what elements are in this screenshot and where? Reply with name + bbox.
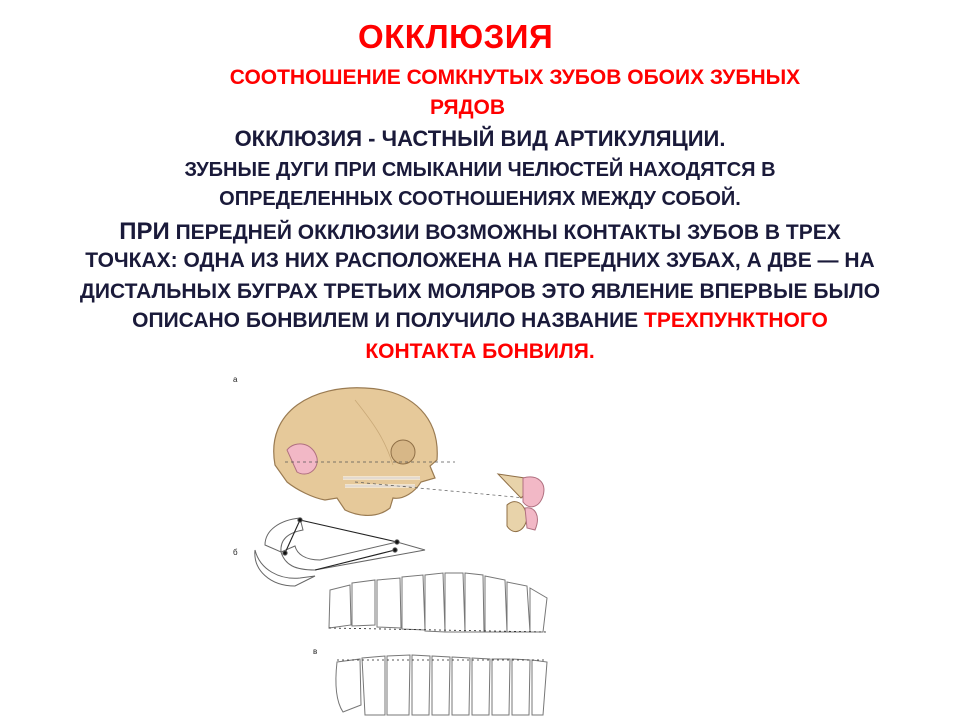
paragraph2-line4-text: ОПИСАНО БОНВИЛЕМ И ПОЛУЧИЛО НАЗВАНИЕ (132, 309, 639, 332)
subtitle-line-2: РЯДОВ (430, 96, 506, 119)
occlusion-illustration (225, 370, 570, 720)
subtitle-line-1: СООТНОШЕНИЕ СОМКНУТЫХ ЗУБОВ ОБОИХ ЗУБНЫХ (229, 66, 801, 89)
paragraph2-line4 (0, 309, 960, 333)
paragraph1-line2: ЗУБНЫЕ ДУГИ ПРИ СМЫКАНИИ ЧЕЛЮСТЕЙ НАХОДЯТСЯ В (184, 159, 776, 181)
bonwill-term-part1: ТРЕХПУНКТНОГО (644, 309, 828, 332)
paragraph1-line1: ОККЛЮЗИЯ - ЧАСТНЫЙ ВИД АРТИКУЛЯЦИИ. (234, 126, 726, 151)
skull-drawing (274, 388, 525, 516)
upper-teeth-row (329, 573, 547, 632)
slide-title: ОККЛЮЗИЯ (358, 18, 554, 55)
paragraph2-line1-text: ПЕРЕДНЕЙ ОККЛЮЗИИ ВОЗМОЖНЫ КОНТАКТЫ ЗУБОВ В ТРЕХ (175, 221, 841, 244)
paragraph2-line2: ТОЧКАХ: ОДНА ИЗ НИХ РАСПОЛОЖЕНА НА ПЕРЕДНИХ ЗУБАХ, А ДВЕ — НА (85, 249, 875, 272)
paragraph2-line1 (0, 218, 960, 246)
illustration-drawing (225, 370, 570, 720)
paragraph1-line3: ОПРЕДЕЛЕННЫХ СООТНОШЕНИЯХ МЕЖДУ СОБОЙ. (219, 188, 741, 210)
lower-teeth-row (336, 655, 547, 715)
paragraph2-line3: ДИСТАЛЬНЫХ БУГРАХ ТРЕТЬИХ МОЛЯРОВ ЭТО ЯВЛЕНИЕ ВПЕРВЫЕ БЫЛО (79, 280, 881, 303)
figure-label-b: б (233, 548, 238, 557)
figure-label-c: в (313, 647, 318, 656)
incisor-detail (498, 474, 544, 532)
bonwill-term-part2: КОНТАКТА БОНВИЛЯ. (365, 340, 595, 363)
dental-arch-drawing (255, 518, 425, 586)
paragraph2-prefix: ПРИ (119, 218, 170, 245)
figure-label-a: а (233, 375, 238, 384)
